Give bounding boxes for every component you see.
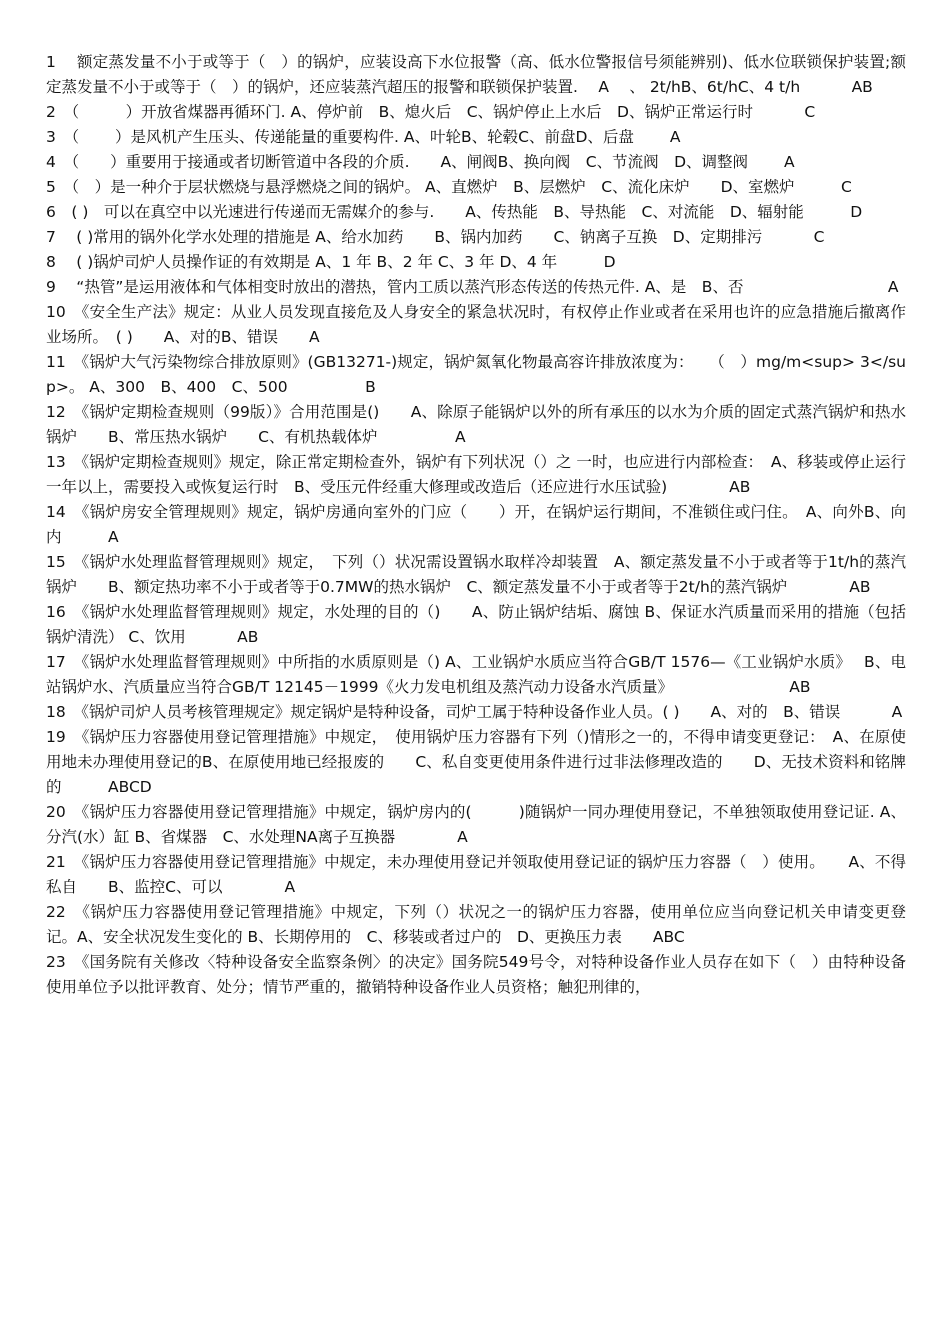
question-19: 19 《锅炉压力容器使用登记管理措施》中规定， 使用锅炉压力容器有下列（)情形之一的，不得申请变更登记： A、在原使用地未办理使用登记的B、在原使用地已经报废的 C、私自变更使用条件进行过非法修理改造的 D、无技术资料和铭牌的 ABCD — [46, 728, 906, 796]
question-6: 6 ( ) 可以在真空中以光速进行传递而无需媒介的参与. A、传热能 B、导热能 C、对流能 D、辐射能 D — [46, 203, 863, 221]
question-5: 5 （ ）是一种介于层状燃烧与悬浮燃烧之间的锅炉。 A、直燃炉 B、层燃炉 C、流化床炉 D、室燃炉 C — [46, 178, 852, 196]
question-9: 9 “热管”是运用液体和气体相变时放出的潜热，管内工质以蒸汽形态传送的传热元件. A、是 B、否 A — [46, 278, 899, 296]
question-16: 16 《锅炉水处理监督管理规则》规定，水处理的目的（) A、防止锅炉结垢、腐蚀 B、保证水汽质量而采用的措施（包括锅炉清洗） C、饮用 AB — [46, 603, 906, 646]
question-18: 18 《锅炉司炉人员考核管理规定》规定锅炉是特种设备，司炉工属于特种设备作业人员。( ) A、对的 B、错误 A — [46, 703, 903, 721]
question-23: 23 《国务院有关修改〈特种设备安全监察条例〉的决定》国务院549号令，对特种设备作业人员存在如下（ ）由特种设备使用单位予以批评教育、处分；情节严重的，撤销特种设备作业人员资格；触犯刑律的， — [46, 953, 906, 996]
question-12: 12 《锅炉定期检查规则（99版）》合用范围是() A、除原子能锅炉以外的所有承压的以水为介质的固定式蒸汽锅炉和热水锅炉 B、常压热水锅炉 C、有机热载体炉 A — [46, 403, 906, 446]
question-8: 8 ( )锅炉司炉人员操作证的有效期是 A、1 年 B、2 年 C、3 年 D、4 年 D — [46, 253, 616, 271]
question-3: 3 （ ）是风机产生压头、传递能量的重要构件. A、叶轮B、轮毂C、前盘D、后盘 A — [46, 128, 681, 146]
question-15: 15 《锅炉水处理监督管理规则》规定， 下列（）状况需设置锅水取样冷却装置 A、额定蒸发量不小于或者等于1t/h的蒸汽锅炉 B、额定热功率不小于或者等于0.7MW的热水锅炉 C、额定蒸发量不小于或者等于2t/h的蒸汽锅炉 AB — [46, 553, 906, 596]
question-22: 22 《锅炉压力容器使用登记管理措施》中规定，下列（）状况之一的锅炉压力容器，使用单位应当向登记机关申请变更登记。A、安全状况发生变化的 B、长期停用的 C、移装或者过户的 D、更换压力表 ABC — [46, 903, 906, 946]
question-2: 2 （ ）开放省煤器再循环门. A、停炉前 B、熄火后 C、锅炉停止上水后 D、锅炉正常运行时 C — [46, 103, 816, 121]
question-7: 7 ( )常用的锅外化学水处理的措施是 A、给水加药 B、锅内加药 C、钠离子互换 D、定期排污 C — [46, 228, 825, 246]
question-14: 14 《锅炉房安全管理规则》规定，锅炉房通向室外的门应（ ）开，在锅炉运行期间，不准锁住或闩住。 A、向外B、向内 A — [46, 503, 906, 546]
question-1: 1 额定蒸发量不小于或等于（ ）的锅炉，应装设高下水位报警（高、低水位警报信号须能辨别)、低水位联锁保护装置;额定蒸发量不小于或等于（ ）的锅炉，还应装蒸汽超压的报警和联锁保护装置. A 、 2t/hB、6t/hC、4 t/h AB — [46, 53, 906, 96]
question-10: 10 《安全生产法》规定：从业人员发现直接危及人身安全的紧急状况时，有权停止作业或者在采用也许的应急措施后撤离作业场所。 ( ) A、对的B、错误 A — [46, 303, 906, 346]
question-17: 17 《锅炉水处理监督管理规则》中所指的水质原则是（) A、工业锅炉水质应当符合GB/T 1576—《工业锅炉水质》 B、电站锅炉水、汽质量应当符合GB/T 12145－1999《火力发电机组及蒸汽动力设备水汽质量》 AB — [46, 653, 906, 696]
question-4: 4 （ ）重要用于接通或者切断管道中各段的介质. A、闸阀B、换向阀 C、节流阀 D、调整阀 A — [46, 153, 795, 171]
question-21: 21 《锅炉压力容器使用登记管理措施》中规定，未办理使用登记并领取使用登记证的锅炉压力容器（ ）使用。 A、不得私自 B、监控C、可以 A — [46, 853, 906, 896]
question-20: 20 《锅炉压力容器使用登记管理措施》中规定，锅炉房内的( )随锅炉一同办理使用登记，不单独领取使用登记证. A、分汽(水）缸 B、省煤器 C、水处理NA离子互换器 A — [46, 803, 906, 846]
question-13: 13 《锅炉定期检查规则》规定，除正常定期检查外，锅炉有下列状况（）之 一时，也应进行内部检查： A、移装或停止运行一年以上，需要投入或恢复运行时 B、受压元件经重大修理或改造后（还应进行水压试验) AB — [46, 453, 906, 496]
question-11: 11 《锅炉大气污染物综合排放原则》(GB13271-)规定，锅炉氮氧化物最高容许排放浓度为： （ ）mg/m<sup> 3</sup>。 A、300 B、400 C、500 B — [46, 353, 906, 396]
